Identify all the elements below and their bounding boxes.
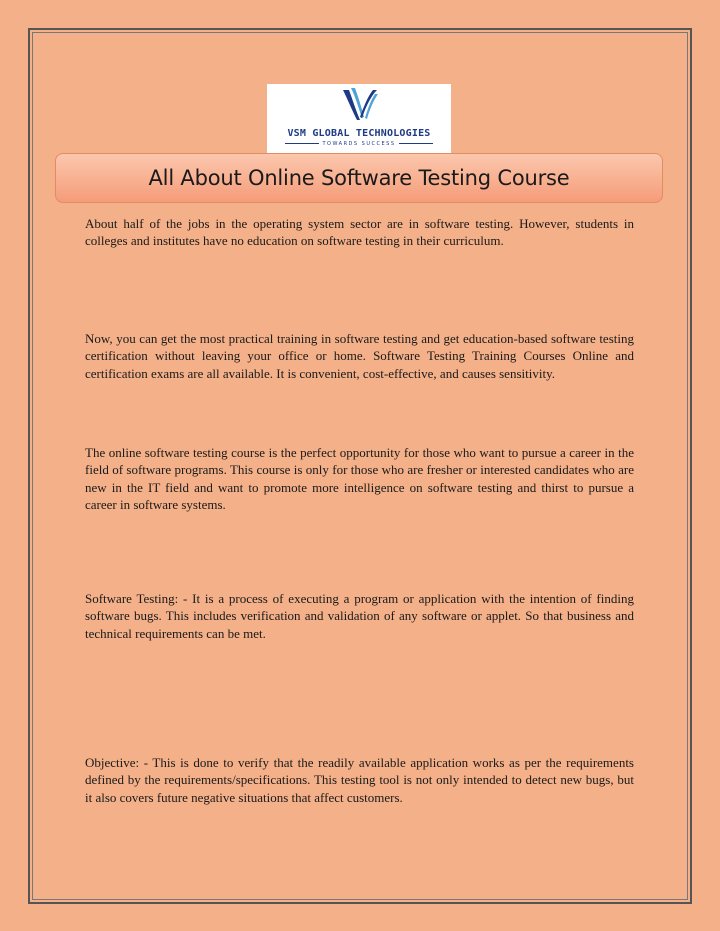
title-banner xyxy=(55,153,663,203)
vsm-logo-icon xyxy=(267,84,451,130)
company-logo xyxy=(267,84,451,154)
paragraph-definition: Software Testing: - It is a process of executing a program or application with the intention of finding software bugs. This includes verification and validation of any software or applet. So that business and technical requirements can be met. xyxy=(85,591,634,641)
paragraph-course: The online software testing course is the perfect opportunity for those who want to pursue a career in the field of software programs. This course is only for those who are fresher or interested candidates who are new in the IT field and want to promote more intelligence on software testing and thirst to pursue a career in software systems. xyxy=(85,445,634,513)
logo-company-name: VSM GLOBAL TECHNOLOGIES xyxy=(287,128,431,139)
logo-tagline: TOWARDS SUCCESS xyxy=(322,141,396,147)
page-title: All About Online Software Testing Course xyxy=(148,166,570,190)
paragraph-objective: Objective: - This is done to verify that the readily available application works as per the requirements defined by the requirements/specifications. This testing tool is not only intended to detect new bugs, but it also covers future negative situations that affect customers. xyxy=(85,755,634,805)
logo-divider-right xyxy=(399,143,433,144)
paragraph-training: Now, you can get the most practical training in software testing and get education-based software testing certification without leaving your office or home. Software Testing Training Courses Online and certification exams are all available. It is convenient, cost-effective, and causes sensitivity. xyxy=(85,331,634,381)
paragraph-intro: About half of the jobs in the operating system sector are in software testing. However, students in colleges and institutes have no education on software testing in their curriculum. xyxy=(85,216,634,249)
